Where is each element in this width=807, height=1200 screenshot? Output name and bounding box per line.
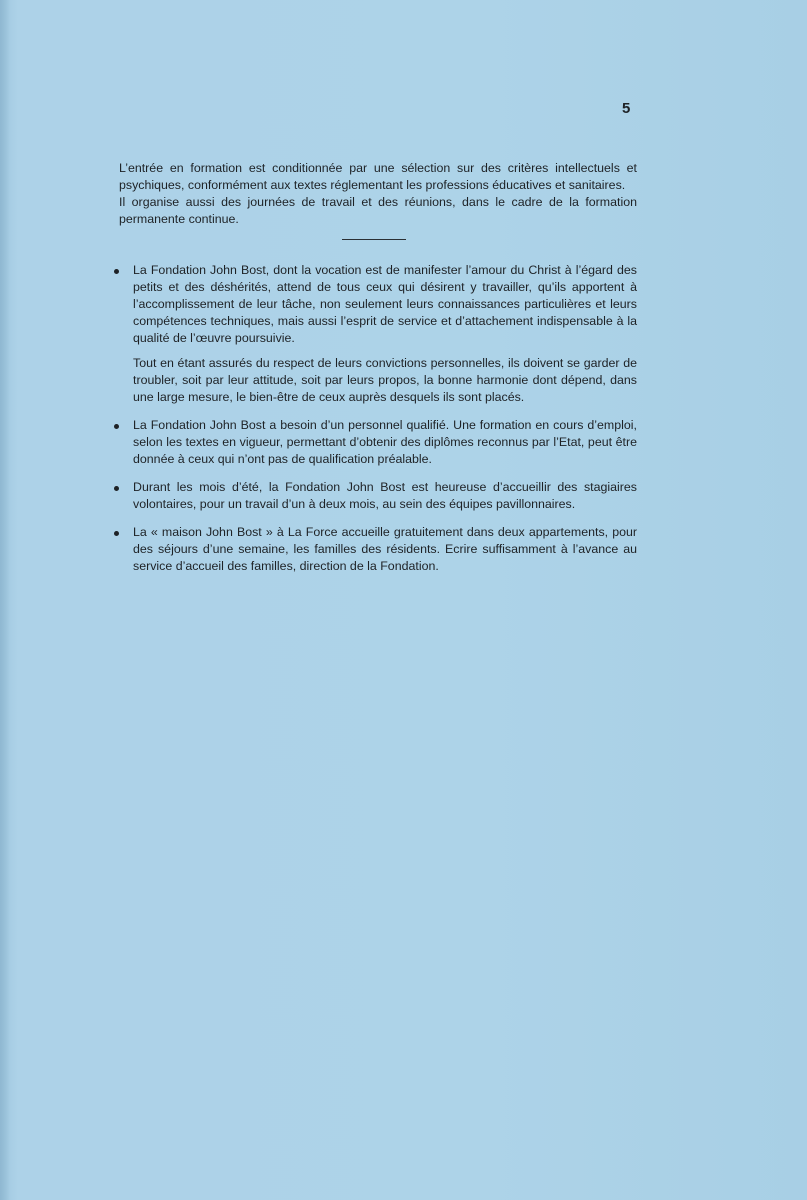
bullet-item-stagiaires [113,479,637,513]
section-divider [342,239,406,240]
bullet-dot-icon [114,531,119,536]
bullet-paragraph: Tout en étant assurés du respect de leurs convictions personnelles, ils doivent se garder de troubler, soit par leur attitude, soit par leurs propos, la bonne harmonie dont dépend, dans une large mesure, le bien-être de ceux auprès desquels ils sont placés. [133,356,637,404]
bullet-item-personnel [113,417,637,468]
bullet-paragraph: La Fondation John Bost a besoin d’un personnel qualifié. Une formation en cours d’emploi, selon les textes en vigueur, permettant d’obtenir des diplômes reconnus par l’Etat, peut être donnée à ceux qui n’ont pas de qualification préalable. [133,418,637,466]
bullet-paragraph: Durant les mois d’été, la Fondation John Bost est heureuse d’accueillir des stagiaires volontaires, pour un travail d’un à deux mois, au sein des équipes pavillonnaires. [133,480,637,511]
bullet-item-maison [113,524,637,575]
page-number: 5 [622,100,631,117]
bullet-item-vocation [113,262,637,406]
bullet-list [113,262,637,575]
bullet-paragraph: La Fondation John Bost, dont la vocation est de manifester l’amour du Christ à l’égard des petits et des déshérités, attend de tous ceux qui désirent y travailler, qu’ils apportent à l’accomplissement de leur tâche, non seulement leurs connaissances particulières et leurs compétences techniques, mais aussi l’esprit de service et d’attachement indispensable à la qualité de l’œuvre poursuivie. [133,263,637,345]
page-binding-shadow [0,0,10,1200]
intro-section [113,160,637,228]
page-content [113,160,637,586]
intro-paragraph-2: Il organise aussi des journées de travail et des réunions, dans le cadre de la formation permanente continue. [119,195,637,226]
bullet-paragraph: La « maison John Bost » à La Force accueille gratuitement dans deux appartements, pour des séjours d’une semaine, les familles des résidents. Ecrire suffisamment à l’avance au service d’accueil des familles, direction de la Fondation. [133,525,637,573]
intro-paragraph-1: L’entrée en formation est conditionnée par une sélection sur des critères intellectuels et psychiques, conformément aux textes réglementant les professions éducatives et sanitaires. [119,161,637,192]
bullet-dot-icon [114,269,119,274]
bullet-dot-icon [114,424,119,429]
bullet-dot-icon [114,486,119,491]
